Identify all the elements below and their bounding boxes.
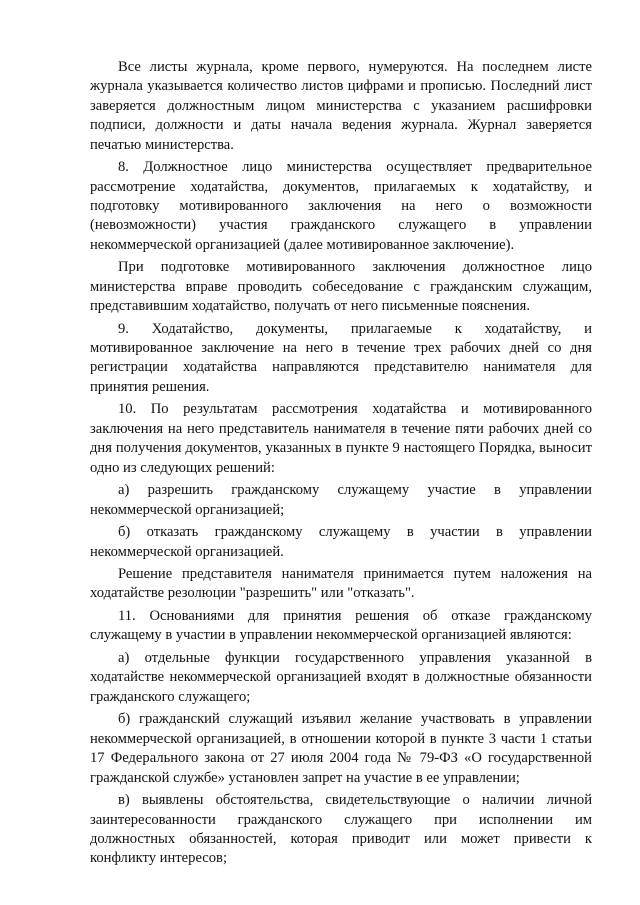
text-line: ходатайстве некоммерческой организацией входят в должностные обязанности xyxy=(90,669,592,686)
text-line: министерства вправе проводить собеседование с гражданским служащим, xyxy=(90,278,592,295)
paragraph xyxy=(90,58,592,155)
text-line: мотивированное заключение на него в течение трех рабочих дней со дня xyxy=(90,340,592,357)
paragraph xyxy=(90,400,592,478)
text-line: Все листы журнала, кроме первого, нумеруются. На последнем листе xyxy=(118,59,592,75)
paragraph xyxy=(90,481,592,520)
text-line: б) гражданский служащий изъявил желание участвовать в управлении xyxy=(118,711,592,728)
text-line: (невозможности) участия гражданского служащего в управлении xyxy=(90,217,592,234)
text-line: принятия решения. xyxy=(90,378,210,395)
text-line: 10. По результатам рассмотрения ходатайства и мотивированного xyxy=(118,401,592,418)
paragraph xyxy=(90,320,592,398)
text-line: одно из следующих решений: xyxy=(90,459,275,476)
text-line: в) выявлены обстоятельства, свидетельствующие о наличии личной xyxy=(118,792,592,809)
text-line: некоммерческой организацией. xyxy=(90,543,284,560)
paragraph xyxy=(90,523,592,562)
text-line: ходатайстве резолюции "разрешить" или "отказать". xyxy=(90,585,415,602)
paragraph xyxy=(90,649,592,707)
text-line: некоммерческой организацией (далее мотивированное заключение). xyxy=(90,236,515,253)
text-line: печатью министерства. xyxy=(90,136,234,153)
paragraph xyxy=(90,158,592,255)
paragraph xyxy=(90,791,592,869)
text-line: некоммерческой организацией, в отношении которой в пункте 3 части 1 статьи xyxy=(90,730,592,747)
paragraph xyxy=(90,710,592,788)
text-line: представившим ходатайство, получать от него письменные пояснения. xyxy=(90,298,530,315)
text-line: подготовку мотивированного заключения на него о возможности xyxy=(90,197,592,214)
document-body xyxy=(90,58,592,869)
text-line: а) отдельные функции государственного управления указанной в xyxy=(118,650,592,667)
text-line: 11. Основаниями для принятия решения об отказе гражданскому xyxy=(118,608,592,625)
text-line: 9. Ходатайство, документы, прилагаемые к ходатайству, и xyxy=(118,320,592,337)
text-line: заверяется должностным лицом министерства с указанием расшифровки xyxy=(90,97,592,114)
text-line: б) отказать гражданскому служащему в участии в управлении xyxy=(118,524,592,541)
text-line: 17 Федерального закона от 27 июля 2004 года № 79-ФЗ «О государственной xyxy=(90,750,592,767)
text-line: конфликту интересов; xyxy=(90,850,228,867)
text-line: Решение представителя нанимателя принимается путем наложения на xyxy=(118,566,592,583)
text-line: подписи, должности и даты начала ведения журнала. Журнал заверяется xyxy=(90,117,592,134)
text-line: 8. Должностное лицо министерства осуществляет предварительное xyxy=(118,159,592,176)
paragraph xyxy=(90,565,592,604)
text-line: При подготовке мотивированного заключения должностное лицо xyxy=(118,259,592,276)
text-line: а) разрешить гражданскому служащему участие в управлении xyxy=(118,482,592,499)
text-line: дня получения документов, указанных в пункте 9 настоящего Порядка, выносит xyxy=(90,440,592,457)
text-line: должностных обязанностей, которая приводит или может привести к xyxy=(90,830,592,847)
text-line: гражданского служащего; xyxy=(90,688,251,705)
text-line: гражданской службе» установлен запрет на участие в ее управлении; xyxy=(90,769,520,786)
text-line: заинтересованности гражданского служащего при исполнении им xyxy=(90,811,592,828)
text-line: рассмотрение ходатайства, документов, прилагаемых к ходатайству, и xyxy=(90,178,592,195)
text-line: служащему в участии в управлении некоммерческой организацией являются: xyxy=(90,627,572,644)
text-line: журнала указывается количество листов цифрами и прописью. Последний лист xyxy=(90,78,592,95)
paragraph xyxy=(90,607,592,646)
paragraph xyxy=(90,258,592,316)
text-line: заключения на него представитель нанимателя в течение пяти рабочих дней со xyxy=(90,420,592,437)
text-line: регистрации ходатайства направляются представителю нанимателя для xyxy=(90,359,592,376)
text-line: некоммерческой организацией; xyxy=(90,501,285,518)
